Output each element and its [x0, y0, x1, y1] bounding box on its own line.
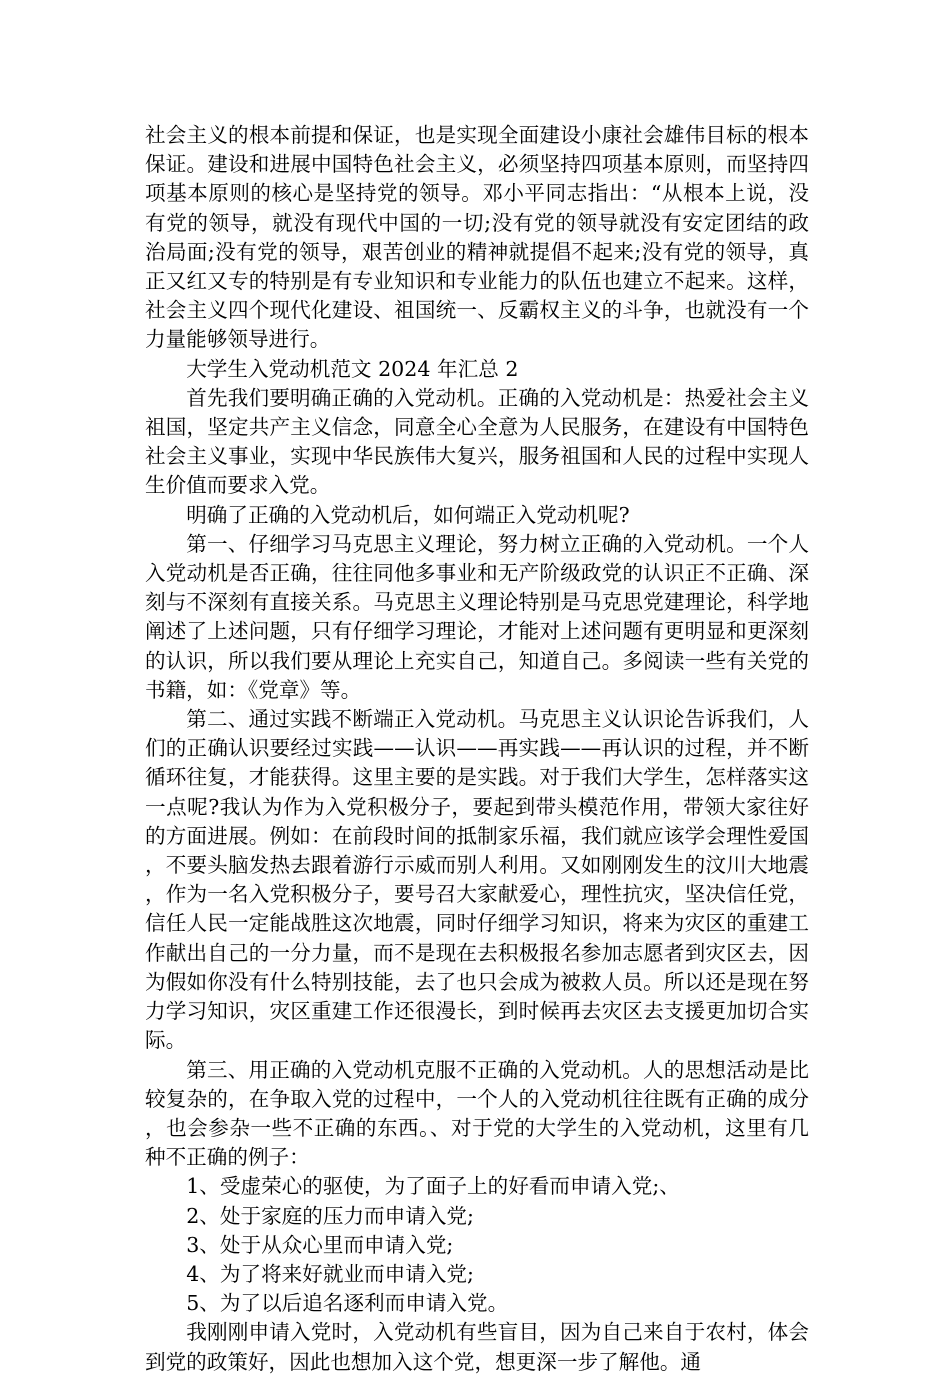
list-item: 5、为了以后追名逐利而申请入党。: [186, 1291, 509, 1316]
paragraph-question: 明确了正确的入党动机后，如何端正入党动机呢?: [186, 502, 630, 527]
list-item: 1、受虚荣心的驱使，为了面子上的好看而申请入党;、: [186, 1174, 680, 1199]
list-item: 2、处于家庭的压力而申请入党;: [186, 1203, 474, 1228]
document-body: [145, 121, 809, 1377]
paragraph-continuation: 社会主义的根本前提和保证，也是实现全面建设小康社会雄伟目标的根本保证。建设和进展中国特色社会主义，必须坚持四项基本原则，而坚持四项基本原则的核心是坚持党的领导。邓小平同志指出：“从根本上说，没有党的领导，就没有现代中国的一切;没有党的领导就没有安定团结的政治局面;没有党的领导，艰苦创业的精神就提倡不起来;没有党的领导，真正又红又专的特别是有专业知识和专业能力的队伍也建立不起来。这样，社会主义四个现代化建设、祖国统一、反霸权主义的斗争，也就没有一个力量能够领导进行。: [145, 123, 809, 352]
paragraph-third-point: 第三、用正确的入党动机克服不正确的入党动机。人的思想活动是比较复杂的，在争取入党的过程中，一个人的入党动机往往既有正确的成分，也会参杂一些不正确的东西。、对于党的大学生的入党动机，这里有几种不正确的例子：: [145, 1057, 809, 1170]
paragraph-personal-experience: 我刚刚申请入党时，入党动机有些盲目，因为自己来自于农村，体会到党的政策好，因此也想加入这个党，想更深一步了解他。通: [145, 1320, 809, 1374]
list-item: 3、处于从众心里而申请入党;: [186, 1232, 454, 1257]
paragraph-second-point: 第二、通过实践不断端正入党动机。马克思主义认识论告诉我们，人们的正确认识要经过实践——认识——再实践——再认识的过程，并不断循环往复，才能获得。这里主要的是实践。对于我们大学生，怎样落实这一点呢?我认为作为入党积极分子，要起到带头模范作用，带领大家往好的方面进展。例如：在前段时间的抵制家乐福，我们就应该学会理性爱国，不要头脑发热去跟着游行示威而别人利用。又如刚刚发生的汶川大地震，作为一名入党积极分子，要号召大家献爱心，理性抗灾，坚决信任党，信任人民一定能战胜这次地震，同时仔细学习知识，将来为灾区的重建工作献出自己的一分力量，而不是现在去积极报名参加志愿者到灾区去，因为假如你没有什么特别技能，去了也只会成为被救人员。所以还是现在努力学习知识，灾区重建工作还很漫长，到时候再去灾区去支援更加切合实际。: [145, 707, 809, 1053]
paragraph-first-point: 第一、仔细学习马克思主义理论，努力树立正确的入党动机。一个人入党动机是否正确，往往同他多事业和无产阶级政党的认识正不正确、深刻与不深刻有直接关系。马克思主义理论特别是马克思党建理论，科学地阐述了上述问题，只有仔细学习理论，才能对上述问题有更明显和更深刻的认识，所以我们要从理论上充实自己，知道自己。多阅读一些有关党的书籍，如：《党章》等。: [145, 531, 809, 702]
list-item: 4、为了将来好就业而申请入党;: [186, 1261, 474, 1286]
paragraph-correct-motivation: 首先我们要明确正确的入党动机。正确的入党动机是：热爱社会主义祖国，坚定共产主义信念，同意全心全意为人民服务，在建设有中国特色社会主义事业，实现中华民族伟大复兴，服务祖国和人民的过程中实现人生价值而要求入党。: [145, 385, 809, 498]
section-heading: 大学生入党动机范文 2024 年汇总 2: [186, 356, 519, 381]
